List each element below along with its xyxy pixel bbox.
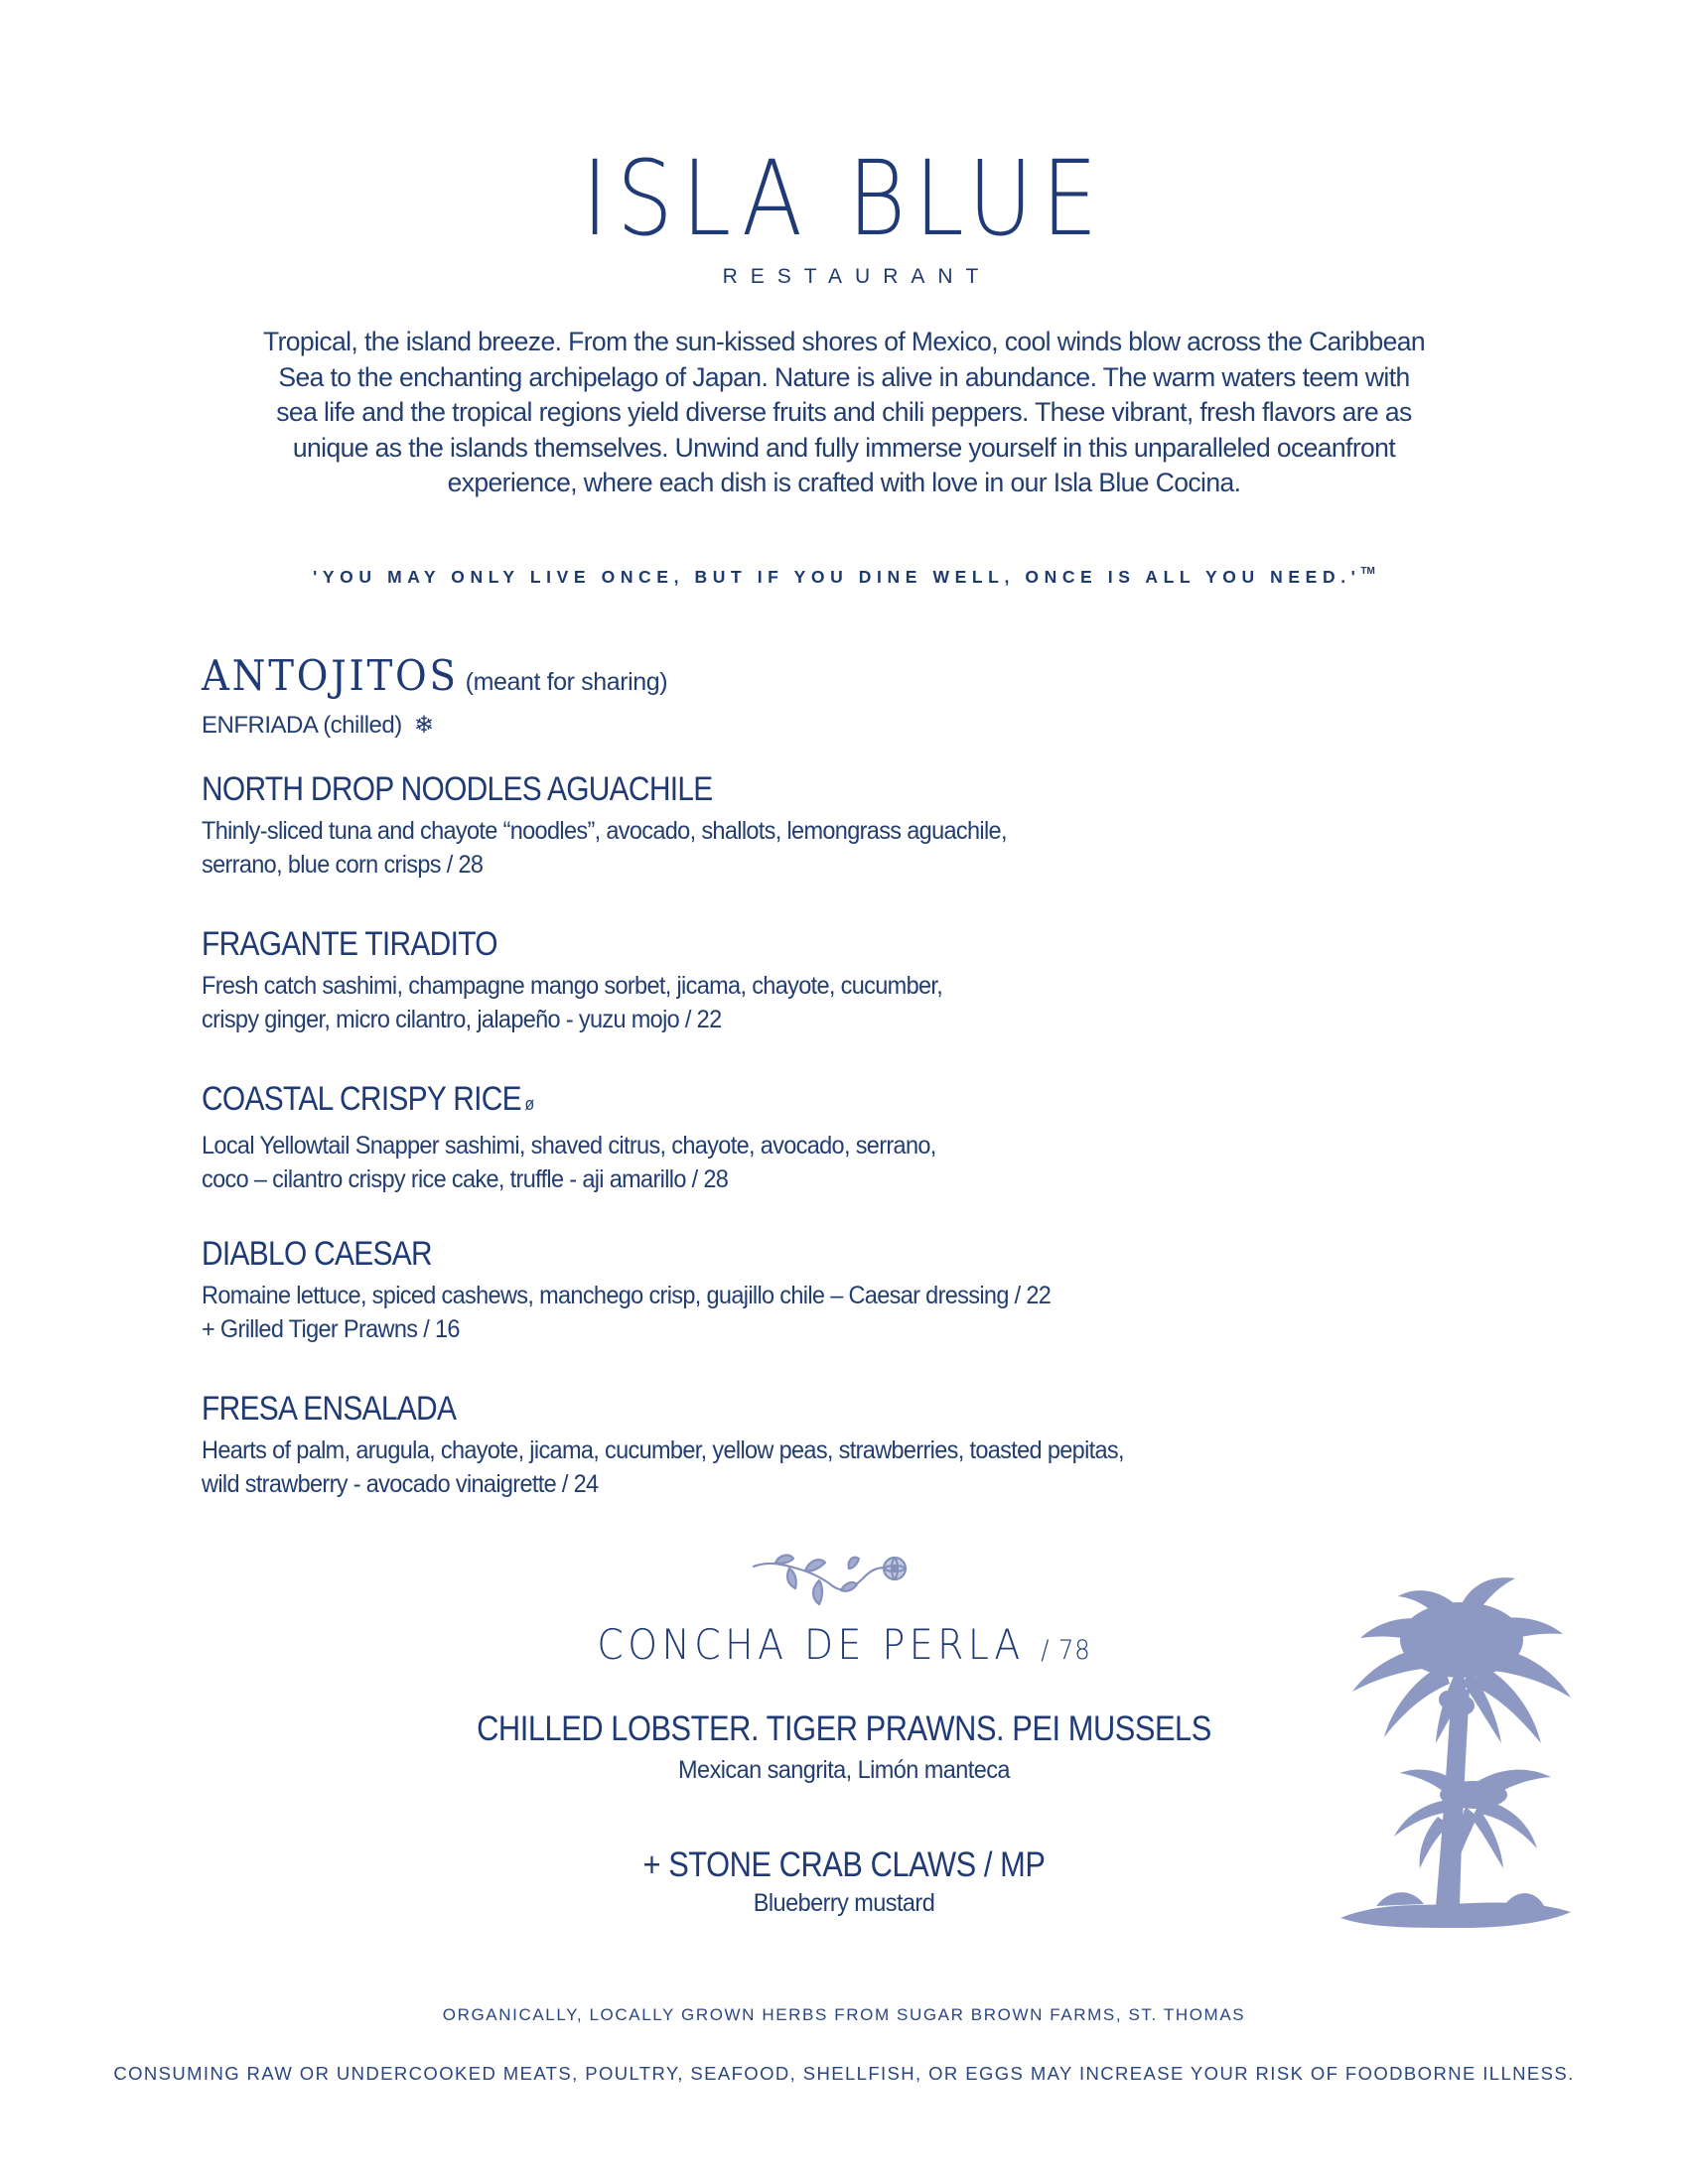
feature-addon-line: + STONE CRAB CLAWS / MP bbox=[642, 1845, 1046, 1884]
section-heading bbox=[202, 651, 668, 700]
item-description-line: Local Yellowtail Snapper sashimi, shaved citrus, chayote, avocado, serrano, bbox=[202, 1132, 936, 1160]
item-name: COASTAL CRISPY RICE ø bbox=[202, 1080, 534, 1118]
menu-item bbox=[202, 1389, 1183, 1504]
feature-main-line: CHILLED LOBSTER. TIGER PRAWNS. PEI MUSSELS bbox=[477, 1709, 1211, 1748]
intro-line: Sea to the enchanting archipelago of Japan. Nature is alive in abundance. The warm waters teem with bbox=[278, 361, 1410, 392]
intro-line: experience, where each dish is crafted with love in our Isla Blue Cocina. bbox=[447, 468, 1241, 497]
menu-item bbox=[202, 924, 990, 1039]
feature-price: / 78 bbox=[1041, 1635, 1091, 1666]
dietary-mark-icon: ø bbox=[524, 1094, 534, 1114]
brand-subtitle: RESTAURANT bbox=[722, 265, 992, 288]
intro-line: Tropical, the island breeze. From the sun-kissed shores of Mexico, cool winds blow across the Caribbean bbox=[262, 327, 1426, 356]
palm-tree-icon bbox=[1321, 1569, 1589, 1946]
item-name: DIABLO CAESAR bbox=[202, 1235, 432, 1273]
item-description-line: coco – cilantro crispy rice cake, truffle - aji amarillo / 28 bbox=[202, 1165, 729, 1193]
section-title: ANTOJITOS bbox=[202, 651, 459, 700]
item-name: FRAGANTE TIRADITO bbox=[202, 925, 497, 963]
feature-addon bbox=[328, 1847, 1360, 1882]
intro-line: sea life and the tropical regions yield diverse fruits and chili peppers. These vibrant, fresh flavors are as bbox=[276, 397, 1412, 427]
feature-name: CONCHA DE PERLA bbox=[597, 1620, 1025, 1669]
item-description-line: serrano, blue corn crisps / 28 bbox=[202, 851, 484, 879]
item-addon-line: + Grilled Tiger Prawns / 16 bbox=[202, 1315, 460, 1343]
item-description-line: Romaine lettuce, spiced cashews, manchego crisp, guajillo chile – Caesar dressing / 22 bbox=[202, 1282, 1052, 1309]
trademark-mark: TM bbox=[1360, 566, 1375, 577]
subheading-text: ENFRIADA (chilled) bbox=[202, 712, 402, 739]
menu-item bbox=[202, 1234, 1105, 1349]
item-description-line: wild strawberry - avocado vinaigrette / 24 bbox=[202, 1470, 599, 1498]
brand-name: ISLA BLUE bbox=[582, 138, 1106, 259]
snowflake-icon: ❄ bbox=[413, 712, 434, 739]
feature-addon-desc: Blueberry mustard bbox=[753, 1889, 935, 1917]
intro-paragraph bbox=[199, 325, 1489, 501]
item-name: FRESA ENSALADA bbox=[202, 1390, 457, 1428]
section-subheading bbox=[202, 711, 434, 740]
feature-main bbox=[328, 1711, 1360, 1746]
section-note: (meant for sharing) bbox=[465, 668, 668, 696]
herbs-note: ORGANICALLY, LOCALLY GROWN HERBS FROM SUGAR BROWN FARMS, ST. THOMAS bbox=[442, 2005, 1246, 2024]
food-safety-advisory: CONSUMING RAW OR UNDERCOOKED MEATS, POULTRY, SEAFOOD, SHELLFISH, OR EGGS MAY INCREASE YOUR RISK OF FOODBORNE ILLNESS. bbox=[113, 2063, 1575, 2084]
item-name: NORTH DROP NOODLES AGUACHILE bbox=[202, 770, 713, 808]
feature-main-desc-wrap bbox=[328, 1758, 1360, 1783]
quote-text: 'YOU MAY ONLY LIVE ONCE, BUT IF YOU DINE WELL, ONCE IS ALL YOU NEED.' bbox=[313, 567, 1361, 587]
feature-addon-desc-wrap bbox=[328, 1891, 1360, 1916]
item-description-line: Thinly-sliced tuna and chayote “noodles”, avocado, shallots, lemongrass aguachile, bbox=[202, 817, 1007, 845]
tagline-quote bbox=[0, 566, 1688, 588]
intro-line: unique as the islands themselves. Unwind and fully immerse yourself in this unparalleled oceanfront bbox=[292, 432, 1396, 463]
floral-sprig-icon bbox=[750, 1549, 918, 1608]
menu-item bbox=[202, 769, 1058, 885]
feature-main-desc: Mexican sangrita, Limón manteca bbox=[678, 1756, 1010, 1784]
item-description-line: crispy ginger, micro cilantro, jalapeño - yuzu mojo / 22 bbox=[202, 1006, 722, 1033]
item-description-line: Hearts of palm, arugula, chayote, jicama, cucumber, yellow peas, strawberries, toasted pepitas, bbox=[202, 1436, 1124, 1464]
menu-item bbox=[202, 1079, 983, 1199]
item-description-line: Fresh catch sashimi, champagne mango sorbet, jicama, chayote, cucumber, bbox=[202, 972, 943, 1000]
